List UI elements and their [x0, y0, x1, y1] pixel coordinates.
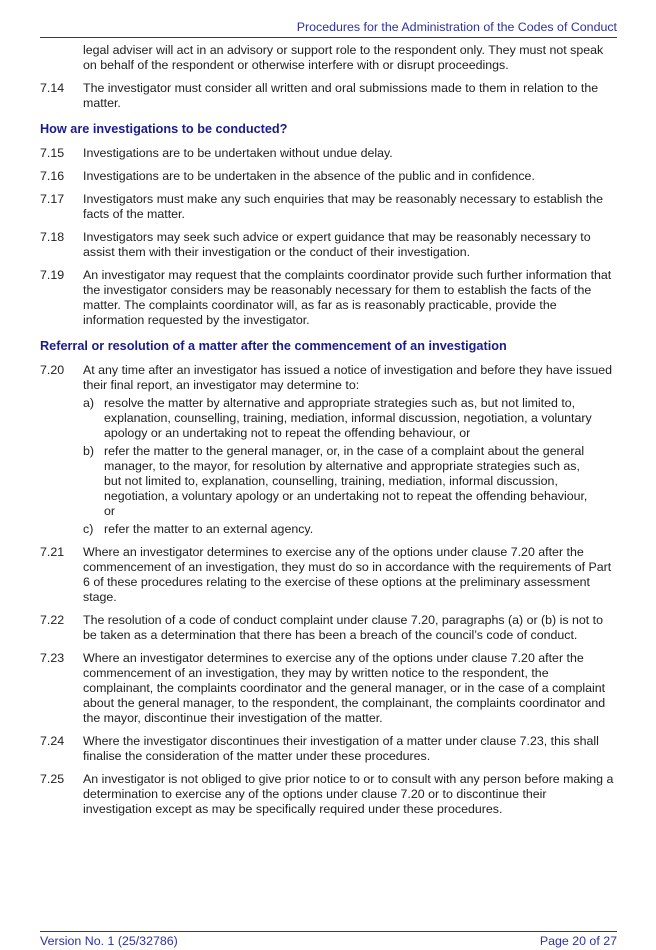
- clause-text: Investigators may seek such advice or expert guidance that may be reasonably necessary to assist them with their investigation or the conduct of their investigation.: [83, 230, 591, 259]
- clause-7-21: [40, 545, 617, 605]
- clause-number: 7.25: [40, 772, 65, 786]
- clause-7-24: [40, 734, 617, 764]
- list-item-text: resolve the matter by alternative and appropriate strategies such as, but not limited to, explanation, counselling, training, mediation, informal discussion, negotiation, a voluntary apology or an undertaking not to repeat the offending behaviour, or: [104, 396, 592, 440]
- clause-number: 7.18: [40, 230, 65, 244]
- clause-text: Investigations are to be undertaken without undue delay.: [83, 146, 393, 160]
- clause-7-20: [40, 363, 617, 537]
- clause-7-14: [40, 81, 617, 111]
- clause-number: 7.21: [40, 545, 65, 559]
- footer-version-number: Version No. 1 (25/32786): [40, 934, 178, 948]
- clause-number: 7.16: [40, 169, 65, 183]
- clause-text: Where the investigator discontinues their investigation of a matter under clause 7.23, this shall finalise the consideration of the matter under these procedures.: [83, 734, 599, 763]
- list-item-text: refer the matter to the general manager, or, in the case of a complaint about the general manager, to the mayor, for resolution by alternative and appropriate strategies such as, but not limited to, explanation, counselling, training, mediation, informal discussion, negotiation, a voluntary apology or an undertaking not to repeat the offending behaviour, or: [104, 444, 588, 518]
- clause-text: The investigator must consider all written and oral submissions made to them in relation to the matter.: [83, 81, 599, 110]
- clause-7-22: [40, 613, 617, 643]
- clause-text: An investigator may request that the complaints coordinator provide such further information that the investigator considers may be reasonably necessary for them to establish the facts of the matter. The complaints coordinator will, as far as is reasonably practicable, provide the information requested by the investigator.: [83, 268, 612, 327]
- clause-number: 7.20: [40, 363, 65, 377]
- section-heading-referral-resolution: Referral or resolution of a matter after the commencement of an investigation: [40, 339, 507, 353]
- clause-text: The resolution of a code of conduct complaint under clause 7.20, paragraphs (a) or (b) is not to be taken as a determination that there has been a breach of the council’s code of conduct.: [83, 613, 604, 642]
- list-marker: b): [83, 444, 95, 458]
- clause-number: 7.19: [40, 268, 65, 282]
- clause-number: 7.22: [40, 613, 65, 627]
- document-body: [40, 43, 617, 825]
- clause-7-23: [40, 651, 617, 726]
- clause-7-16: [40, 169, 617, 184]
- list-item-c: [83, 522, 617, 537]
- header-title: Procedures for the Administration of the Codes of Conduct: [296, 20, 617, 34]
- page-footer: [40, 931, 617, 948]
- list-item-text: refer the matter to an external agency.: [104, 522, 314, 536]
- clause-7-25: [40, 772, 617, 817]
- clause-number: 7.15: [40, 146, 65, 160]
- paragraph-continuation: legal adviser will act in an advisory or support role to the respondent only. They must not speak on behalf of the respondent or otherwise interfere with or disrupt proceedings.: [83, 43, 604, 72]
- clause-number: 7.14: [40, 81, 65, 95]
- clause-7-17: [40, 192, 617, 222]
- clause-7-15: [40, 146, 617, 161]
- clause-text: Where an investigator determines to exercise any of the options under clause 7.20 after the commencement of an investigation, they may by written notice to the respondent, the complainant, the complaints coordinator and the general manager, or in the case of a complaint about the general manager, to the respondent, the complainant, the complaints coordinator and the mayor, discontinue their investigation of the matter.: [83, 651, 606, 725]
- clause-text: An investigator is not obliged to give prior notice to or to consult with any person before making a determination to exercise any of the options under clause 7.20 or to discontinue their investigation except as may be specifically required under these procedures.: [83, 772, 614, 816]
- clause-number: 7.17: [40, 192, 65, 206]
- list-item-a: [83, 396, 617, 441]
- clause-7-18: [40, 230, 617, 260]
- clause-text: Investigations are to be undertaken in the absence of the public and in confidence.: [83, 169, 535, 183]
- clause-number: 7.23: [40, 651, 65, 665]
- page-header: [40, 20, 617, 38]
- clause-text: Where an investigator determines to exercise any of the options under clause 7.20 after the commencement of an investigation, they must do so in accordance with the requirements of Part 6 of these procedures relating to the exercise of these options at the preliminary assessment stage.: [83, 545, 612, 604]
- section-heading-how-conducted: How are investigations to be conducted?: [40, 122, 288, 136]
- clause-text: Investigators must make any such enquiries that may be reasonably necessary to establish the facts of the matter.: [83, 192, 603, 221]
- list-item-b: [83, 444, 617, 519]
- clause-7-19: [40, 268, 617, 328]
- clause-intro-text: At any time after an investigator has issued a notice of investigation and before they have issued their final report, an investigator may determine to:: [83, 363, 612, 392]
- list-marker: a): [83, 396, 95, 410]
- clause-number: 7.24: [40, 734, 65, 748]
- footer-page-number: Page 20 of 27: [539, 934, 617, 948]
- clause-text: [83, 363, 617, 537]
- list-marker: c): [83, 522, 94, 536]
